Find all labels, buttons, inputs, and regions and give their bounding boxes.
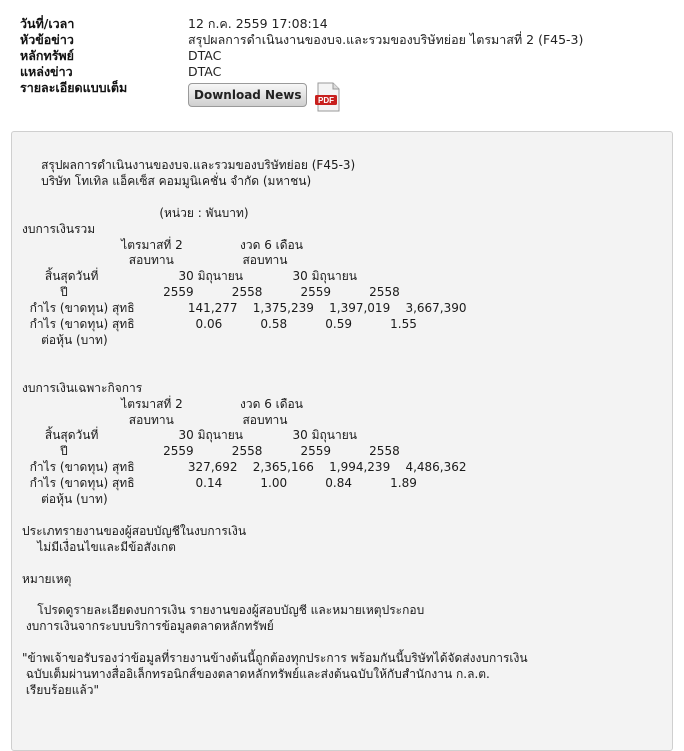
- details-row: [20, 80, 583, 114]
- datetime-row: [20, 16, 583, 32]
- datetime-value: 12 ก.ค. 2559 17:08:14: [188, 16, 328, 31]
- security-value: DTAC: [188, 48, 222, 63]
- source-label: แหล่งข่าว: [20, 64, 73, 79]
- headline-label: หัวข้อข่าว: [20, 32, 74, 47]
- datetime-label: วันที่/เวลา: [20, 16, 75, 31]
- download-news-button[interactable]: Download News: [188, 83, 307, 107]
- pdf-icon[interactable]: [314, 82, 342, 112]
- details-label: รายละเอียดแบบเต็ม: [20, 80, 128, 95]
- news-meta: [20, 16, 583, 114]
- download-area: [188, 80, 342, 114]
- security-label: หลักทรัพย์: [20, 48, 74, 63]
- news-body: สรุปผลการดำเนินงานของบจ.และรวมของบริษัทย่อย (F45-3) บริษัท โทเทิล แอ็คเซ็ส คอมมูนิเคชั่น จำกัด (มหาชน) (หน่วย : พันบาท) งบการเงินรวม ไตรมาสที่ 2 งวด 6 เดือน สอบทาน สอบทาน สิ้นสุดวันที่ 30 มิถุนายน 30 มิถุนายน ปี 2559 2558 2559 2558 กำไร (ขาดทุน) สุทธิ 141,277 1,375,239 1,397,019 3,667,390 กำไร (ขาดทุน) สุทธิ 0.06 0.58 0.59 1.55 ต่อหุ้น (บาท) งบการเงินเฉพาะกิจการ ไตรมาสที่ 2 งวด 6 เดือน สอบทาน สอบทาน สิ้นสุดวันที่ 30 มิถุนายน 30 มิถุนายน ปี 2559 2558 2559 2558 กำไร (ขาดทุน) สุทธิ 327,692 2,365,166 1,994,239 4,486,362 กำไร (ขาดทุน) สุทธิ 0.14 1.00 0.84 1.89 ต่อหุ้น (บาท) ประเภทรายงานของผู้สอบบัญชีในงบการเงิน ไม่มีเงื่อนไขและมีข้อสังเกต หมายเหตุ โปรดดูรายละเอียดงบการเงิน รายงานของผู้สอบบัญชี และหมายเหตุประกอบ งบการเงินจากระบบบริการข้อมูลตลาดหลักทรัพย์ "ข้าพเจ้าขอรับรองว่าข้อมูลที่รายงานข้างต้นนี้ถูกต้องทุกประการ พร้อมกันนี้บริษัทได้จัดส่งงบการเงิน ฉบับเต็มผ่านทางสื่ออิเล็กทรอนิกส์ของตลาดหลักทรัพย์และส่งต้นฉบับให้กับสำนักงาน ก.ล.ต. เรียบร้อยแล้ว": [22, 158, 528, 697]
- headline-row: [20, 32, 583, 48]
- source-value: DTAC: [188, 64, 222, 79]
- source-row: [20, 64, 583, 80]
- security-row: [20, 48, 583, 64]
- pdf-icon-label: PDF: [318, 96, 335, 105]
- headline-value: สรุปผลการดำเนินงานของบจ.และรวมของบริษัทย่อย ไตรมาสที่ 2 (F45-3): [188, 32, 584, 47]
- news-content-box: [11, 131, 673, 751]
